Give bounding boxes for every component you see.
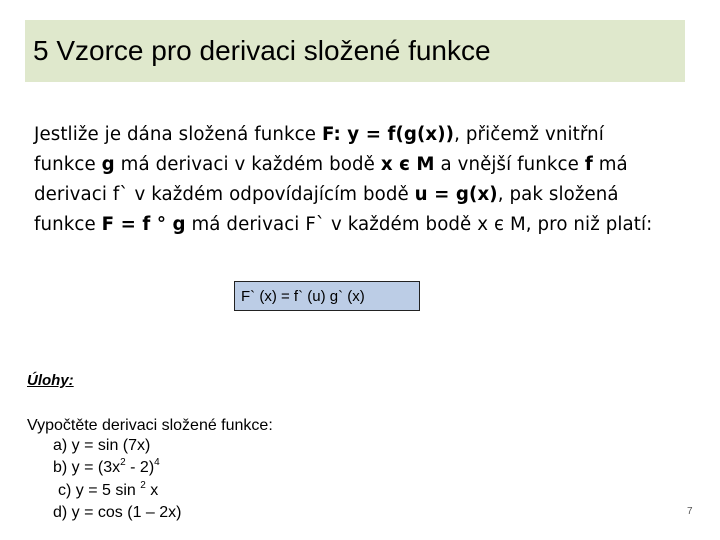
intro-text: má	[592, 154, 628, 175]
task-d: d) y = cos (1 – 2x)	[53, 504, 182, 521]
intro-text: má derivaci F` v každém bodě x є M, pro niž platí:	[185, 214, 653, 235]
intro-bold-text: u = g(x)	[414, 184, 498, 205]
title-bar	[25, 20, 685, 82]
intro-bold-text: f	[584, 154, 593, 175]
intro-text: , přičemž vnitřní	[454, 124, 604, 145]
tasks-intro: Vypočtěte derivaci složené funkce:	[27, 417, 273, 434]
task-b-text: - 2)	[125, 459, 155, 476]
intro-text: Jestliže je dána složená funkce	[34, 124, 322, 145]
task-b-text: b) y = (3x	[53, 459, 121, 476]
intro-text: funkce	[34, 154, 102, 175]
intro-line-1	[34, 120, 684, 150]
exponent: 2	[140, 480, 146, 491]
task-a: a) y = sin (7x)	[53, 437, 151, 454]
intro-line-4	[34, 210, 684, 240]
intro-bold-text: F = f ° g	[101, 214, 186, 235]
page-number: 7	[687, 506, 693, 517]
intro-text: , pak složená	[497, 184, 619, 205]
intro-text: a vnější funkce	[434, 154, 585, 175]
task-c	[58, 481, 158, 501]
formula-text: F` (x) = f` (u) g` (x)	[241, 288, 365, 305]
intro-line-2	[34, 150, 684, 180]
intro-text: má derivaci v každém bodě	[114, 154, 381, 175]
intro-line-3	[34, 180, 684, 210]
intro-bold-text: g	[101, 154, 115, 175]
exponent: 4	[154, 457, 160, 468]
exponent: 2	[120, 457, 126, 468]
intro-bold-text: x є M	[380, 154, 435, 175]
intro-text: derivaci f` v každém odpovídajícím bodě	[34, 184, 415, 205]
slide-title: 5 Vzorce pro derivaci složené funkce	[33, 35, 491, 66]
tasks-heading: Úlohy:	[27, 372, 74, 389]
formula-box	[234, 281, 420, 311]
intro-bold-text: F: y = f(g(x))	[321, 124, 455, 145]
intro-text: funkce	[34, 214, 102, 235]
intro-paragraph	[34, 120, 684, 240]
task-b	[53, 458, 160, 478]
task-c-text: c) y = 5 sin	[58, 482, 141, 499]
task-c-text: x	[145, 482, 159, 499]
